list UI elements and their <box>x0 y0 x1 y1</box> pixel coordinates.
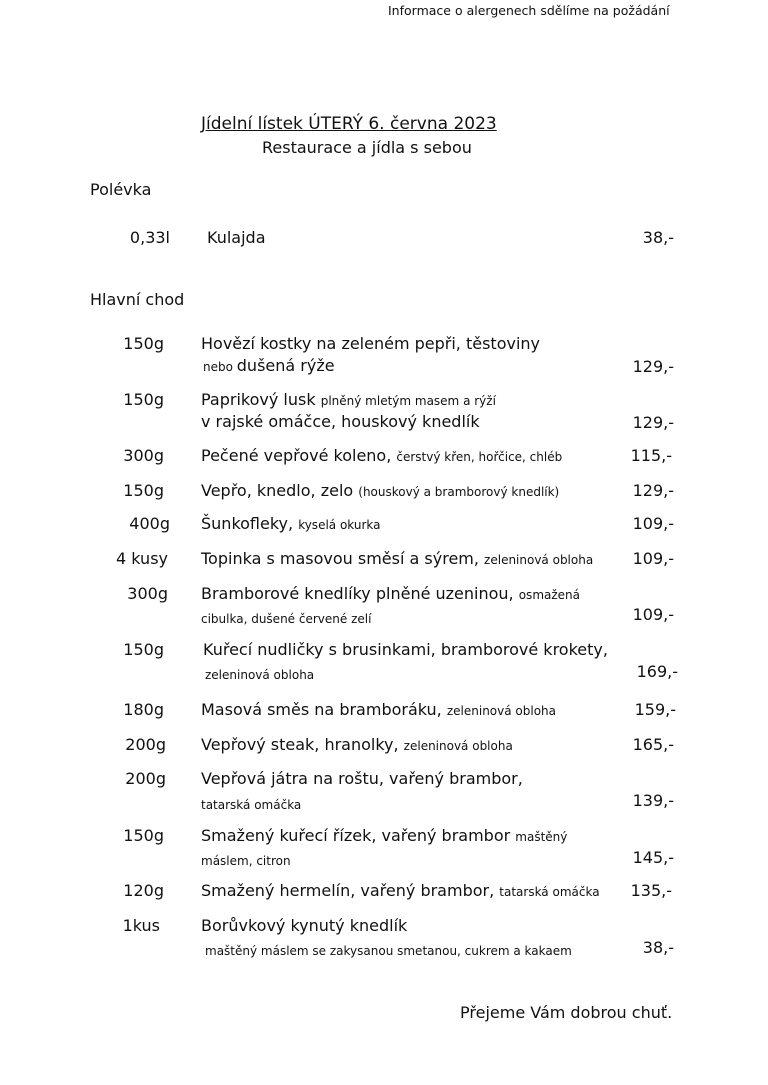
item-price: 139,- <box>632 791 674 810</box>
item-line2: tatarská omáčka <box>201 798 302 812</box>
item-qty: 300g <box>127 584 168 603</box>
item-line1: Smažený kuřecí řízek, vařený brambor maštěný <box>201 826 568 845</box>
item-line1: Topinka s masovou směsí a sýrem, zeleninová obloha <box>201 549 594 568</box>
item-line2: v rajské omáčce, houskový knedlík <box>201 412 480 431</box>
item-qty: 4 kusy <box>116 549 168 568</box>
item-price: 129,- <box>632 481 674 500</box>
item-line1: Bramborové knedlíky plněné uzeninou, osmažená <box>201 584 580 603</box>
item-qty: 150g <box>123 390 164 409</box>
closing-wish: Přejeme Vám dobrou chuť. <box>460 1003 673 1022</box>
item-line2: máslem, citron <box>201 854 291 868</box>
item-price: 129,- <box>632 357 674 376</box>
item-price: 169,- <box>636 662 678 681</box>
item-price: 135,- <box>630 881 672 900</box>
item-qty: 150g <box>123 481 164 500</box>
soup-name: Kulajda <box>207 228 266 247</box>
item-qty: 400g <box>129 514 170 533</box>
allergen-note: Informace o alergenech sdělíme na požádání <box>388 3 670 18</box>
item-price: 145,- <box>632 848 674 867</box>
item-line1: Vepřový steak, hranolky, zeleninová obloha <box>201 735 513 754</box>
item-price: 109,- <box>632 549 674 568</box>
item-qty: 200g <box>125 769 166 788</box>
item-price: 159,- <box>634 700 676 719</box>
item-qty: 120g <box>123 881 164 900</box>
section-heading-soup: Polévka <box>90 180 152 199</box>
menu-subtitle: Restaurace a jídla s sebou <box>262 138 472 157</box>
item-line2: zeleninová obloha <box>205 668 315 682</box>
item-line1: Vepřová játra na roštu, vařený brambor, <box>201 769 523 788</box>
menu-title: Jídelní lístek ÚTERÝ 6. června 2023 <box>201 114 497 134</box>
section-heading-main: Hlavní chod <box>90 290 185 309</box>
item-price: 109,- <box>632 514 674 533</box>
item-line1: Smažený hermelín, vařený brambor, tatarská omáčka <box>201 881 600 900</box>
item-price: 115,- <box>630 446 672 465</box>
item-price: 109,- <box>632 605 674 624</box>
item-line2: maštěný máslem se zakysanou smetanou, cukrem a kakaem <box>205 944 572 958</box>
item-line1: Vepřo, knedlo, zelo (houskový a bramborový knedlík) <box>201 481 560 500</box>
item-price: 38,- <box>642 938 674 957</box>
item-line1: Hovězí kostky na zeleném pepři, těstoviny <box>201 334 541 353</box>
item-line1: Borůvkový kynutý knedlík <box>201 916 408 935</box>
item-price: 129,- <box>632 413 674 432</box>
item-price: 165,- <box>632 735 674 754</box>
item-line1: Kuřecí nudličky s brusinkami, bramborové krokety, <box>203 640 608 659</box>
soup-price: 38,- <box>642 228 674 247</box>
item-line1: Pečené vepřové koleno, čerstvý křen, hořčice, chléb <box>201 446 563 465</box>
item-line1: Masová směs na bramboráku, zeleninová obloha <box>201 700 557 719</box>
item-qty: 150g <box>123 640 164 659</box>
item-qty: 1kus <box>122 916 160 935</box>
item-qty: 200g <box>125 735 166 754</box>
item-qty: 300g <box>123 446 164 465</box>
item-qty: 180g <box>123 700 164 719</box>
item-line1: Paprikový lusk plněný mletým masem a rýží <box>201 390 496 409</box>
item-line1: Šunkofleky, kyselá okurka <box>201 514 381 533</box>
item-qty: 150g <box>123 334 164 353</box>
item-line2: cibulka, dušené červené zelí <box>201 612 372 626</box>
soup-qty: 0,33l <box>129 228 170 247</box>
item-line2: nebo dušená rýže <box>203 356 335 375</box>
item-qty: 150g <box>123 826 164 845</box>
